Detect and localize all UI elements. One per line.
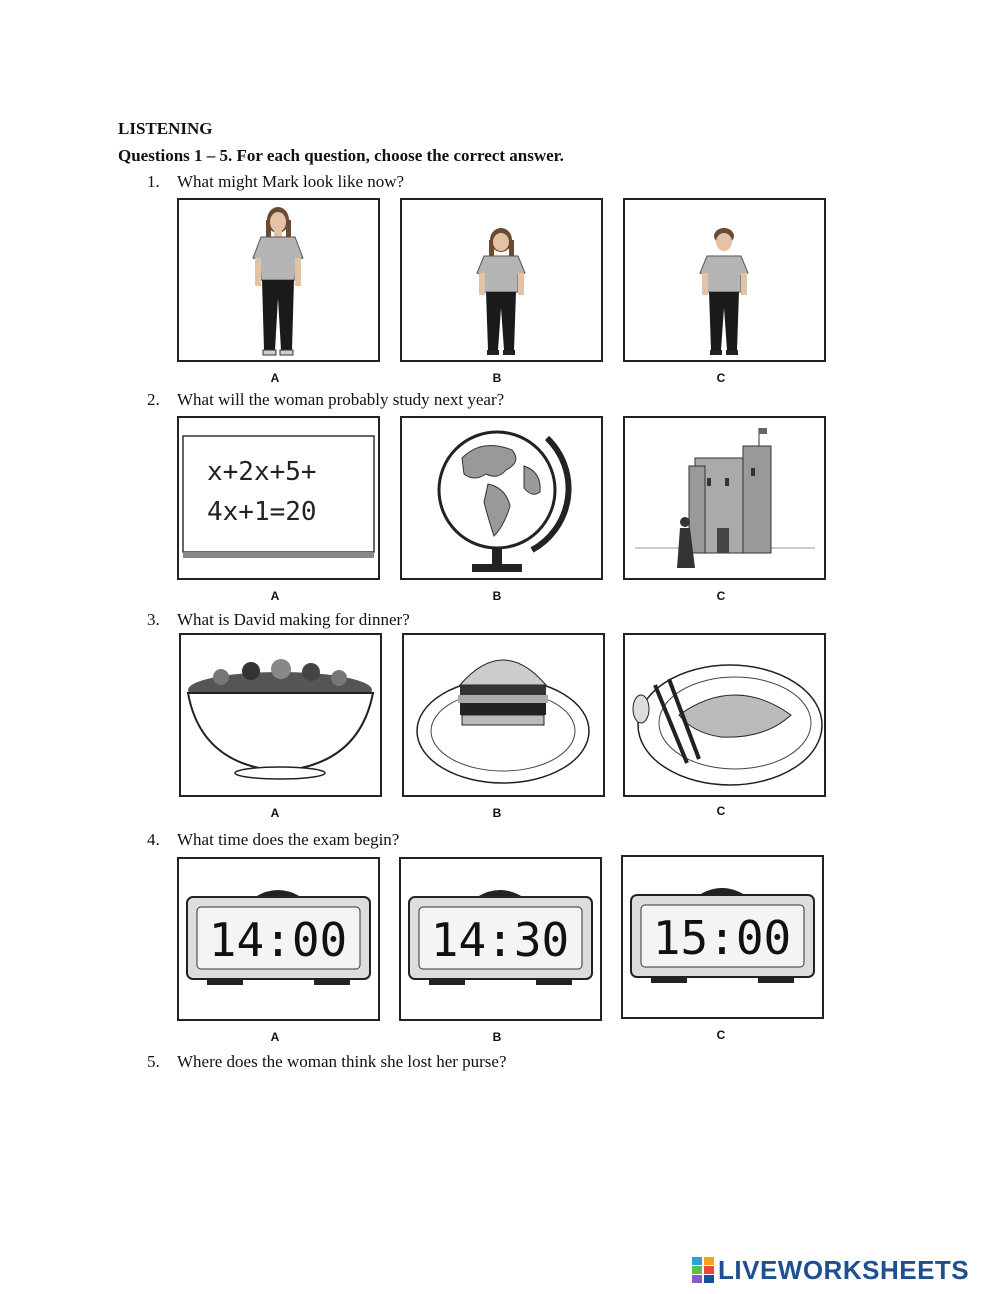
salad-bowl bbox=[181, 635, 380, 795]
board-line-2: 4x+1=20 bbox=[207, 497, 317, 527]
q3-label-a: A bbox=[270, 806, 280, 820]
clock-time: 14:00 bbox=[208, 913, 348, 967]
q3-label-b: B bbox=[492, 806, 502, 820]
q2-label-c: C bbox=[716, 589, 726, 603]
q3-image-a[interactable] bbox=[179, 633, 382, 797]
q1-image-a[interactable] bbox=[177, 198, 380, 362]
q2-image-c[interactable] bbox=[623, 416, 826, 580]
q3-image-b[interactable] bbox=[402, 633, 605, 797]
question-5 bbox=[147, 1052, 507, 1072]
q1-label-b: B bbox=[492, 371, 502, 385]
burger-plate bbox=[404, 635, 603, 795]
q2-label-b: B bbox=[492, 589, 502, 603]
logo-text: LIVEWORKSHEETS bbox=[718, 1254, 970, 1285]
q1-label-c: C bbox=[716, 371, 726, 385]
castle-illustration bbox=[625, 418, 824, 578]
question-text: Where does the woman think she lost her purse? bbox=[177, 1052, 507, 1071]
instructions: Questions 1 – 5. For each question, choose the correct answer. bbox=[118, 146, 564, 165]
q2-image-b[interactable] bbox=[400, 416, 603, 580]
question-number: 5. bbox=[147, 1052, 160, 1071]
question-number: 4. bbox=[147, 830, 160, 849]
digital-clock bbox=[401, 859, 600, 1019]
board-line-1: x+2x+5+ bbox=[207, 457, 317, 487]
question-text: What is David making for dinner? bbox=[177, 610, 410, 629]
question-1 bbox=[147, 172, 404, 192]
short-long-hair-figure bbox=[402, 200, 601, 360]
question-text: What might Mark look like now? bbox=[177, 172, 405, 191]
clock-time: 14:30 bbox=[430, 913, 570, 967]
globe-illustration bbox=[402, 418, 601, 578]
q4-label-a: A bbox=[270, 1030, 280, 1044]
question-text: What time does the exam begin? bbox=[177, 830, 400, 849]
question-number: 3. bbox=[147, 610, 160, 629]
q4-image-a[interactable] bbox=[177, 857, 380, 1021]
logo-blocks-icon bbox=[692, 1257, 714, 1283]
clock-time: 15:00 bbox=[652, 911, 792, 965]
q4-label-b: B bbox=[492, 1030, 502, 1044]
q1-image-b[interactable] bbox=[400, 198, 603, 362]
question-text: What will the woman probably study next year? bbox=[177, 390, 505, 409]
digital-clock bbox=[623, 857, 822, 1017]
omelette-plate bbox=[625, 635, 824, 795]
q4-label-c: C bbox=[716, 1028, 726, 1042]
question-4 bbox=[147, 830, 399, 850]
long-hair-man-figure bbox=[179, 200, 378, 360]
math-whiteboard bbox=[179, 418, 378, 578]
q3-label-c: C bbox=[716, 804, 726, 818]
short-hair-boy-figure bbox=[625, 200, 824, 360]
q2-label-a: A bbox=[270, 589, 280, 603]
digital-clock bbox=[179, 859, 378, 1019]
question-3 bbox=[147, 610, 410, 630]
q1-image-c[interactable] bbox=[623, 198, 826, 362]
q4-image-c[interactable] bbox=[621, 855, 824, 1019]
question-number: 1. bbox=[147, 172, 160, 191]
q1-label-a: A bbox=[270, 371, 280, 385]
question-2 bbox=[147, 390, 504, 410]
liveworksheets-logo[interactable] bbox=[692, 1255, 969, 1285]
q4-image-b[interactable] bbox=[399, 857, 602, 1021]
q2-image-a[interactable] bbox=[177, 416, 380, 580]
q3-image-c[interactable] bbox=[623, 633, 826, 797]
question-number: 2. bbox=[147, 390, 160, 409]
section-title: LISTENING bbox=[118, 119, 213, 138]
